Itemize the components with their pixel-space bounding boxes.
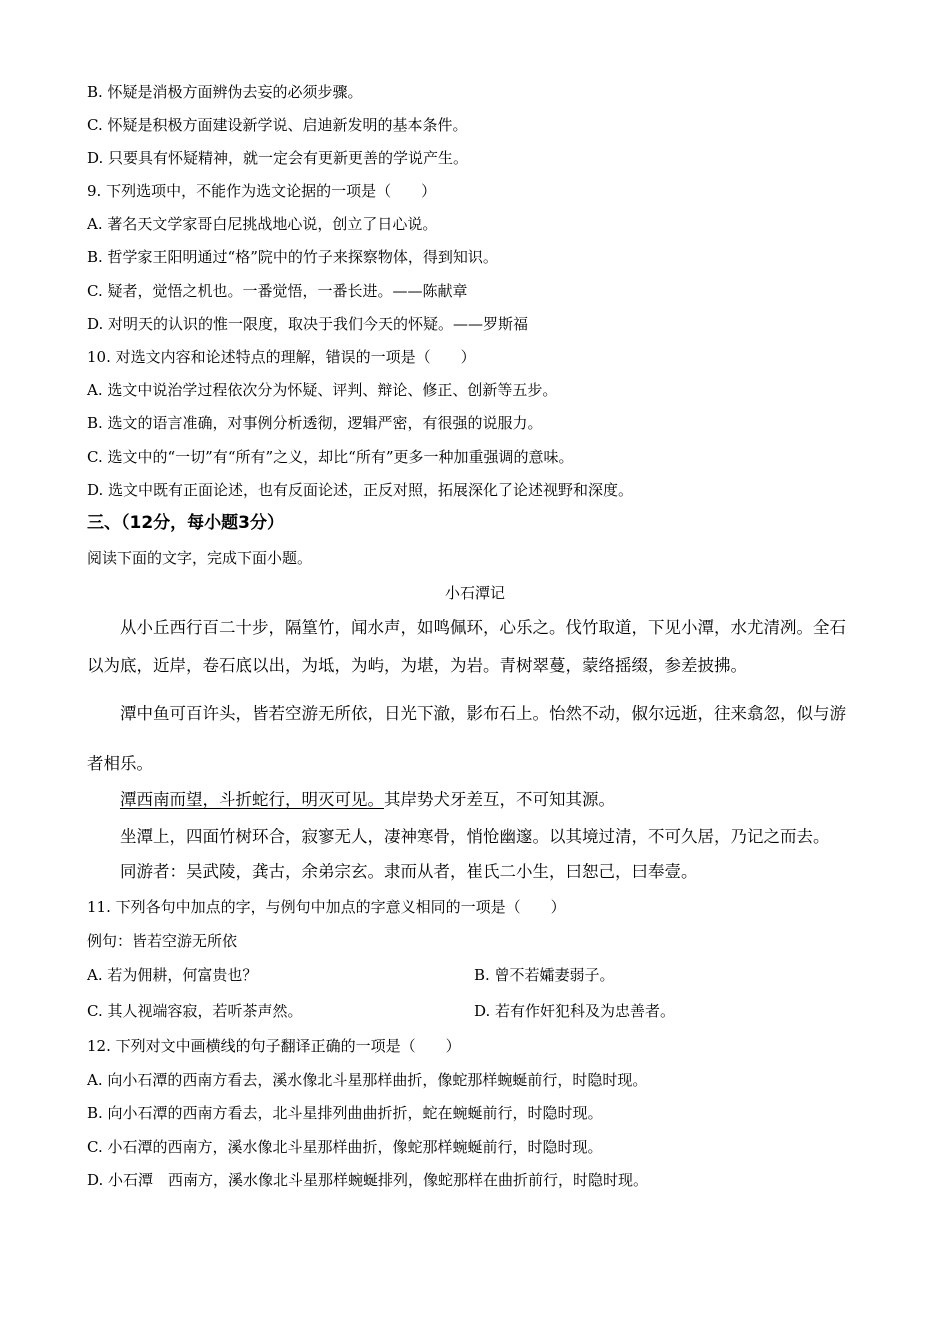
passage-p1-line1: 从小丘西行百二十步，隔篁竹，闻水声，如鸣佩环，心乐之。伐竹取道，下见小潭，水尤清冽。全石	[120, 618, 846, 637]
q11-option-c: C. 其人视端容寂，若听茶声然。	[87, 1002, 303, 1020]
passage-p3	[120, 789, 615, 811]
passage-title: 小石潭记	[444, 584, 505, 602]
q10-option-a: A. 选文中说治学过程依次分为怀疑、评判、辩论、修正、创新等五步。	[87, 381, 558, 399]
q11-option-a: A. 若为佣耕，何富贵也？	[87, 966, 258, 984]
q11-option-b: B. 曾不若孀妻弱子。	[474, 966, 615, 984]
q9-option-b: B. 哲学家王阳明通过“格”院中的竹子来探察物体，得到知识。	[87, 248, 498, 266]
passage-p2-line2: 者相乐。	[87, 754, 153, 773]
q10-option-d: D. 选文中既有正面论述，也有反面论述，正反对照，拓展深化了论述视野和深度。	[87, 481, 634, 499]
underlined-sentence: 潭西南而望，斗折蛇行，明灭可见。	[120, 790, 384, 809]
q12-option-a: A. 向小石潭的西南方看去，溪水像北斗星那样曲折，像蛇那样蜿蜒前行，时隐时现。	[87, 1071, 648, 1089]
q9-stem: 9. 下列选项中，不能作为选文论据的一项是（ ）	[87, 182, 437, 200]
q10-option-c: C. 选文中的“一切”有“所有”之义，却比“所有”更多一种加重强调的意味。	[87, 448, 574, 466]
passage-p4: 坐潭上，四面竹树环合，寂寥无人，凄神寒骨，悄怆幽邃。以其境过清，不可久居，乃记之而去。	[120, 827, 830, 846]
passage-p5: 同游者：吴武陵，龚古，余弟宗玄。隶而从者，崔氏二小生，曰恕己，曰奉壹。	[120, 862, 698, 881]
q12-option-c: C. 小石潭的西南方，溪水像北斗星那样曲折，像蛇那样蜿蜒前行，时隐时现。	[87, 1138, 603, 1156]
section-3-instruction: 阅读下面的文字，完成下面小题。	[87, 549, 313, 567]
section-3-heading: 三、（12分，每小题3分）	[87, 513, 284, 533]
q12-stem: 12. 下列对文中画横线的句子翻译正确的一项是（ ）	[87, 1037, 461, 1055]
q12-option-b: B. 向小石潭的西南方看去，北斗星排列曲曲折折，蛇在蜿蜒前行，时隐时现。	[87, 1104, 603, 1122]
q8-option-d: D. 只要具有怀疑精神，就一定会有更新更善的学说产生。	[87, 149, 469, 167]
q9-option-a: A. 著名天文学家哥白尼挑战地心说，创立了日心说。	[87, 215, 438, 233]
q9-option-c: C. 疑者，觉悟之机也。一番觉悟，一番长进。——陈献章	[87, 282, 468, 300]
passage-p1-line2: 以为底，近岸，卷石底以出，为坻，为屿，为堪，为岩。青树翠蔓，蒙络摇缀，参差披拂。	[87, 656, 747, 675]
q11-stem: 11. 下列各句中加点的字，与例句中加点的字意义相同的一项是（ ）	[87, 898, 566, 916]
q12-option-d: D. 小石潭 西南方，溪水像北斗星那样蜿蜒排列，像蛇那样在曲折前行，时隐时现。	[87, 1171, 649, 1189]
q10-option-b: B. 选文的语言准确，对事例分析透彻，逻辑严密，有很强的说服力。	[87, 414, 543, 432]
q11-example: 例句：皆若空游无所依	[87, 932, 238, 950]
q8-option-b: B. 怀疑是消极方面辨伪去妄的必须步骤。	[87, 83, 363, 101]
q9-option-d: D. 对明天的认识的惟一限度，取决于我们今天的怀疑。——罗斯福	[87, 315, 529, 333]
passage-p2-line1: 潭中鱼可百许头，皆若空游无所依，日光下澈，影布石上。怡然不动，俶尔远逝，往来翕忽，似与游	[120, 704, 846, 723]
passage-p3-rest: 其岸势犬牙差互，不可知其源。	[384, 790, 615, 809]
q11-option-d: D. 若有作奸犯科及为忠善者。	[474, 1002, 676, 1020]
q8-option-c: C. 怀疑是积极方面建设新学说、启迪新发明的基本条件。	[87, 116, 468, 134]
q10-stem: 10. 对选文内容和论述特点的理解，错误的一项是（ ）	[87, 348, 476, 366]
